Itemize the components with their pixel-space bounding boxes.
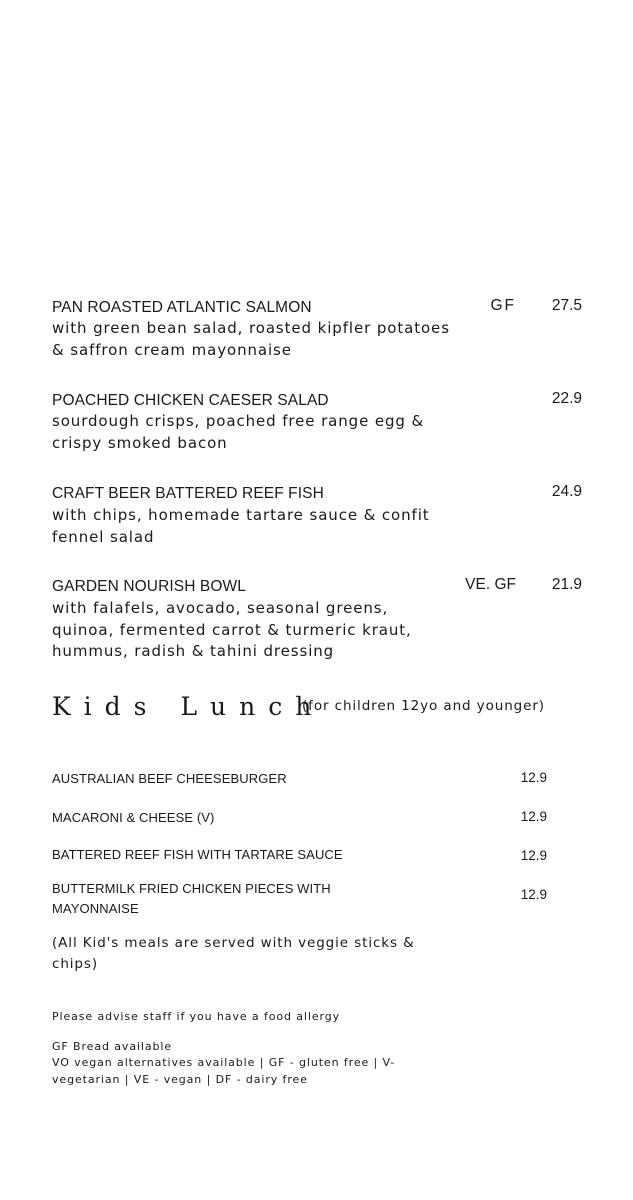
- kids-item-name: MACARONI & CHEESE (V): [52, 810, 215, 825]
- kids-item-name: BATTERED REEF FISH WITH TARTARE SAUCE: [52, 847, 343, 862]
- kids-item-price: 12.9: [520, 848, 547, 863]
- dish-price: 27.5: [551, 297, 582, 314]
- allergy-notice: Please advise staff if you have a food allergy: [52, 1010, 341, 1023]
- dish-description-line: with green bean salad, roasted kipfler potatoes: [52, 319, 450, 337]
- dish-price: 21.9: [551, 576, 582, 593]
- kids-item-name-line: BUTTERMILK FRIED CHICKEN PIECES WITH: [52, 881, 331, 896]
- dish-description-line: with chips, homemade tartare sauce & confit: [52, 506, 430, 524]
- kids-meals-note-line: chips): [52, 956, 98, 972]
- dish-description-line: crispy smoked bacon: [52, 433, 228, 452]
- dish-name: GARDEN NOURISH BOWL: [52, 578, 246, 595]
- dish-description-line: hummus, radish & tahini dressing: [52, 642, 335, 661]
- dish-description: [52, 505, 430, 548]
- kids-item-name: AUSTRALIAN BEEF CHEESEBURGER: [52, 771, 287, 786]
- dish-name: POACHED CHICKEN CAESER SALAD: [52, 392, 329, 409]
- dietary-legend: [52, 1055, 395, 1088]
- dish-description-line: fennel salad: [52, 527, 155, 546]
- dish-name: PAN ROASTED ATLANTIC SALMON: [52, 299, 312, 316]
- dish-description-line: & saffron cream mayonnaise: [52, 340, 292, 359]
- dish-description: [52, 318, 450, 361]
- dish-dietary-tags: GF: [490, 297, 516, 314]
- kids-lunch-heading: Kids Lunch: [52, 692, 325, 721]
- dish-description: [52, 598, 412, 663]
- dietary-legend-line: vegetarian | VE - vegan | DF - dairy free: [52, 1072, 308, 1086]
- dish-description-line: with falafels, avocado, seasonal greens,: [52, 599, 389, 617]
- gf-bread-notice: GF Bread available: [52, 1040, 173, 1053]
- kids-meals-note-line: (All Kid's meals are served with veggie sticks &: [52, 935, 415, 951]
- dish-price: 24.9: [551, 483, 582, 500]
- dish-description: [52, 411, 424, 454]
- dietary-legend-line: VO vegan alternatives available | GF - gluten free | V-: [52, 1056, 396, 1069]
- dish-dietary-tags: VE. GF: [465, 576, 516, 593]
- kids-item-name: [52, 879, 331, 919]
- kids-item-price: 12.9: [520, 809, 547, 824]
- kids-item-name-line: MAYONNAISE: [52, 901, 139, 916]
- kids-lunch-subtitle: (for children 12yo and younger): [302, 698, 545, 714]
- kids-item-price: 12.9: [520, 887, 547, 902]
- kids-item-price: 12.9: [520, 770, 547, 785]
- dish-price: 22.9: [551, 390, 582, 407]
- dish-description-line: quinoa, fermented carrot & turmeric kraut,: [52, 620, 412, 639]
- dish-description-line: sourdough crisps, poached free range egg &: [52, 412, 425, 430]
- dish-name: CRAFT BEER BATTERED REEF FISH: [52, 485, 324, 502]
- kids-meals-note: [52, 933, 415, 975]
